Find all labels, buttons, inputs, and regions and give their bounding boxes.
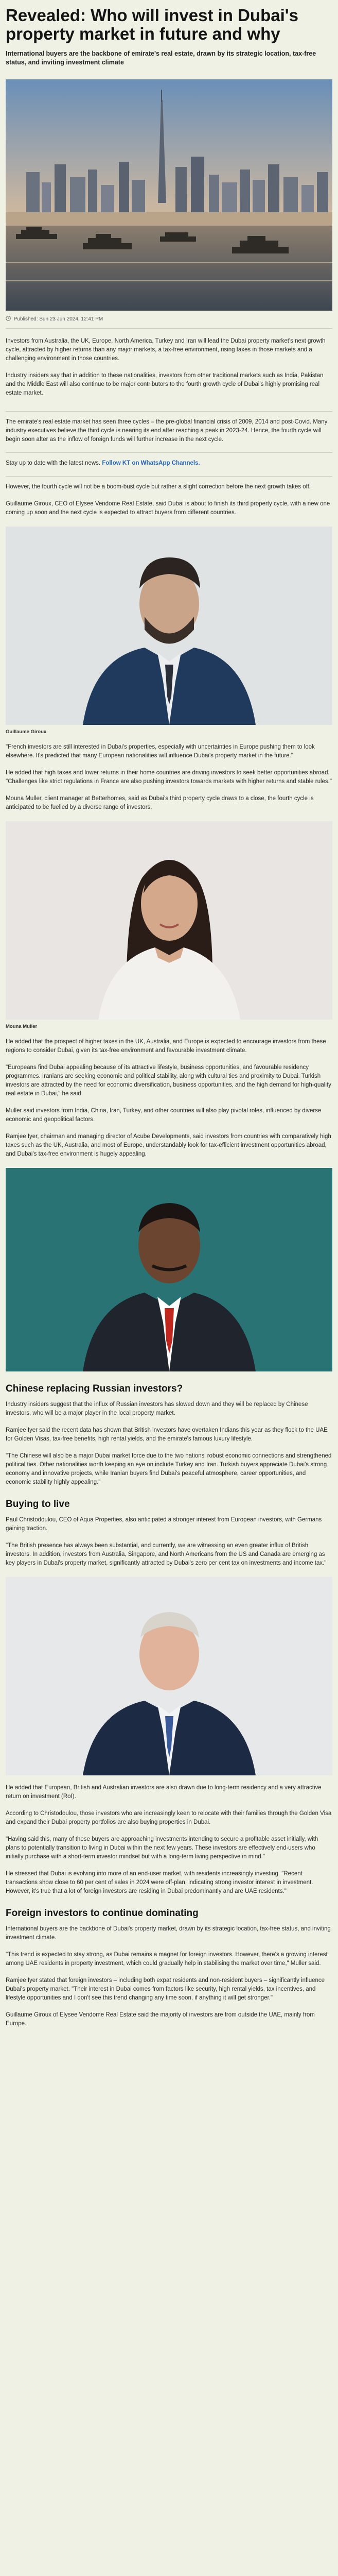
paragraph: "French investors are still interested in Dubai's properties, especially with uncertainties in Europe pushing them to look elsewhere. It's predicted that many European nationalities will influence Dubai's property market in the future." [6,744,315,759]
paragraph: Muller said investors from India, China, Iran, Turkey, and other countries will also play pivotal roles, influenced by diverse economic and geopolitical factors. [6,1108,322,1123]
paragraph: Paul Christodoulou, CEO of Aqua Properties, also anticipated a stronger interest from European investors, with Germans gaining traction. [6,1517,322,1532]
paragraph: "The British presence has always been substantial, and currently, we are witnessing an even greater influx of British investors. In addition, investors from Australia, Singapore, and North Americans from the US and Canada are emerging as key players in Dubai's property market, significantly attracted by Dubai's zero per cent tax on investments and income tax." [6,1543,327,1566]
whatsapp-channel-link[interactable]: Follow KT on WhatsApp Channels. [102,460,200,466]
photo-caption: Guillaume Giroux [6,729,47,735]
portrait-photo-guillaume-giroux [6,527,332,725]
paragraph: The emirate's real estate market has seen three cycles – the pre-global financial crisis of 2009, 2014 and post-Covid. Many industry executives believe the third cycle is nearing its end after reaching a peak in 2023-24. Hence, the fourth cycle will begin soon after as the inflow of foreign funds will further increase in the next cycle. [6,419,328,443]
paragraph: Ramjee Iyer said the recent data has shown that British investors have overtaken Indians this year as they flock to the UAE for Golden Visas, tax-free benefits, high rental yields, and the emirate's famous luxury lifestyle. [6,1427,328,1442]
paragraph: Industry insiders say that in addition to these nationalities, investors from other traditional markets such as India, Pakistan and the Middle East will also continue to be major contributors to the fourth growth cycle of Dubai's highly promising real estate market. [6,372,324,396]
section-heading: Buying to live [6,1499,70,1510]
article-body [6,337,332,2028]
divider [6,476,332,477]
clock-icon [6,316,11,321]
portrait-photo-ramjee-iyer [6,1168,332,1371]
dubai-skyline-photo [6,79,332,311]
photo-caption: Mouna Muller [6,1024,38,1029]
section-heading: Foreign investors to continue dominating [6,1908,199,1919]
paragraph: Mouna Muller, client manager at Betterhomes, said as Dubai's third property cycle draws to a close, the fourth cycle is anticipated to be fuelled by a diverse range of investors. [6,795,314,810]
paragraph: Ramjee Iyer, chairman and managing director of Acube Developments, said investors from countries with comparatively high taxes such as the UK, Australia, and most of Europe, understandably look for tax-efficient investment opportunities abroad, and Dubai's tax-free environment is hugely appealing. [6,1133,331,1157]
paragraph: International buyers are the backbone of Dubai's property market, drawn by its strategic location, tax-free status, and inviting investment climate. [6,1926,331,1941]
paragraph: "Europeans find Dubai appealing because of its attractive lifestyle, business opportunities, and favourable residency programmes. Iranians are seeking economic and political stability, along with cultural ties and proximity to Dubai. Turkish investors are attracted by the need for economic diversification, business opportunities, and the high demand for high-quality real estate in Dubai," he said. [6,1064,331,1097]
divider [6,411,332,412]
header-divider [6,328,332,329]
portrait-photo-mouna-muller [6,821,332,1020]
paragraph: He stressed that Dubai is evolving into more of an end-user market, with residents increasingly investing. "Recent transactions show close to 60 per cent of sales in 2024 were off-plan, indicating strong investor interest in investment. However, it's true that a lot of foreign investors are residing in Dubai predominantly and are UAE residents." [6,1871,313,1894]
article-standfirst: International buyers are the backbone of emirate's real estate, drawn by its strategic location, tax-free status, and inviting investment climate [6,50,316,66]
paragraph: "The Chinese will also be a major Dubai market force due to the two nations' robust economic connections and strengthened political ties. Other nationalities worth keeping an eye on include Turkey and Iran. Turkish buyers appreciate Dubai's strong economy and innovative projects, while Iranian buyers find Dubai's peaceful atmosphere, career opportunities, and economic stability highly appealing." [6,1453,332,1485]
portrait-photo-paul-christodoulou [6,1577,332,1775]
paragraph: Ramjee Iyer stated that foreign investors – including both expat residents and non-resident buyers – significantly influence Dubai's property market. "Their interest in Dubai comes from factors like security, high rental yields, tax incentives, and lifestyle opportunities and I don't see this trend changing any time soon, if anything it will get stronger." [6,1977,325,2001]
paragraph: He added that European, British and Australian investors are also drawn due to long-term residency and a very attractive return on investment (RoI). [6,1785,322,1800]
paragraph: He added that high taxes and lower returns in their home countries are driving investors to seek better opportunities abroad. "Challenges like strict regulations in France are also pushing investors towards markets with higher returns and stable rules." [6,770,332,785]
paragraph: Industry insiders suggest that the influx of Russian investors has slowed down and they will be replaced by Chinese investors, who will be a major player in the local property market. [6,1401,308,1416]
whatsapp-promo [6,459,332,468]
published-date [6,316,332,322]
paragraph: However, the fourth cycle will not be a boom-bust cycle but rather a slight correction before the next growth takes off. [6,484,311,490]
paragraph: Guillaume Giroux, CEO of Elysee Vendome Real Estate, said Dubai is about to finish its third property cycle, with a new one coming up soon and the next cycle is expected to attract buyers from different countries. [6,501,330,516]
divider [6,452,332,453]
promo-text: Stay up to date with the latest news. [6,460,102,466]
paragraph: "This trend is expected to stay strong, as Dubai remains a magnet for foreign investors. However, there's a growing interest among UAE residents in property investment, which could gradually help in stabilising the market over time," Muller said. [6,1952,328,1967]
hero-photo-container [6,79,332,311]
paragraph: Guillaume Giroux of Elysee Vendome Real Estate said the majority of investors are from outside the UAE, mainly from Europe. [6,2012,315,2027]
section-heading: Chinese replacing Russian investors? [6,1383,183,1394]
paragraph: According to Christodoulou, those investors who are increasingly keen to relocate with their families through the Golden Visa and expand their Dubai property portfolios are also buying properties in Dubai. [6,1810,332,1825]
paragraph: Investors from Australia, the UK, Europe, North America, Turkey and Iran will lead the Dubai property market's next growth cycle, attracted by higher returns than any major markets, a tax-free environment, rising taxes in those markets and a challenging environment in those countries. [6,338,326,362]
article-headline: Revealed: Who will invest in Dubai's property market in future and why [6,6,298,43]
paragraph: He added that the prospect of higher taxes in the UK, Australia, and Europe is expected to encourage investors from these regions to consider Dubai, given its tax-free environment and favourable investment climate. [6,1039,326,1054]
paragraph: "Having said this, many of these buyers are approaching investments intending to secure a profitable asset initially, with plans to potentially transition to living in Dubai within the next few years. These investors are effectively end-users who initially purchase with a short-term investor mindset but with a long-term living perspective in mind." [6,1836,318,1860]
published-text: Published: Sun 23 Jun 2024, 12:41 PM [13,316,103,322]
